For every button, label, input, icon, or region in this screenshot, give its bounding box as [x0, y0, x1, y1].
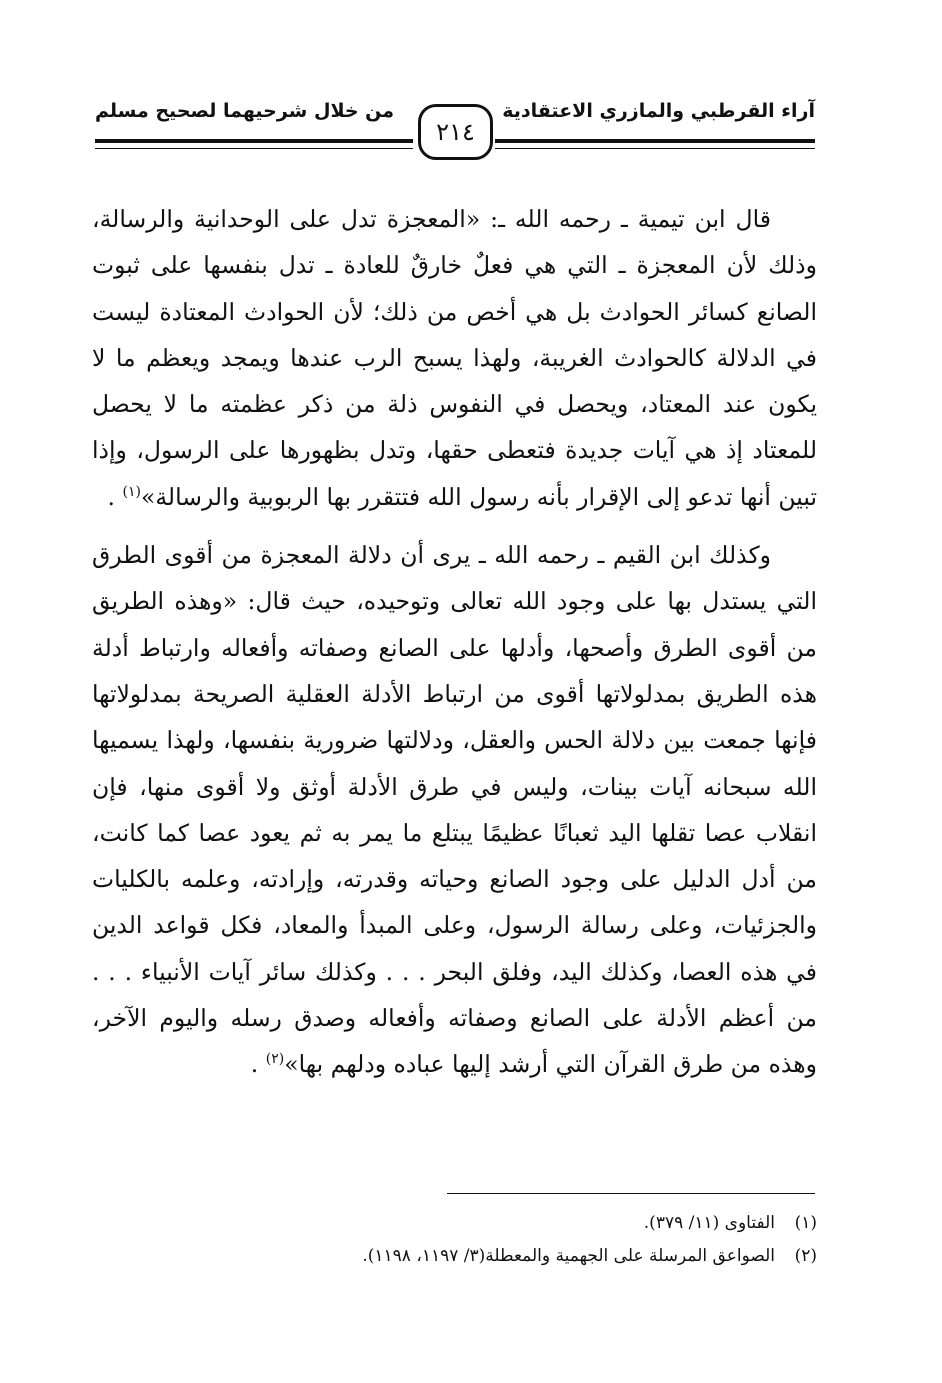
header-rule-right-thin [495, 148, 815, 149]
footnote-reference: (٢) [265, 1051, 285, 1068]
paragraph-text: قال ابن تيمية ـ رحمه الله ـ: «المعجزة تدل على الوحدانية والرسالة، وذلك لأن المعجزة ـ التي هي فعلٌ خارقٌ للعادة ـ تدل بنفسها على ثبوت الصانع كسائر الحوادث بل هي أخص من ذلك؛ لأن الحوادث المعتادة ليست في الدلالة كالحوادث الغريبة، ولهذا يسبح الرب عندها ويمجد ويعظم ما لا يكون عند المعتاد، ويحصل في النفوس ذلة من ذكر عظمته ما لا يحصل للمعتاد إذ هي آيات جديدة فتعطى حقها، وتدل بظهورها على الرسول، وإذا تبين أنها تدعو إلى الإقرار بأنه رسول الله فتتقرر بها الربوبية والرسالة» [92, 205, 817, 511]
page-number-frame [418, 104, 493, 160]
running-title-right: آراء القرطبي والمازري الاعتقادية [502, 100, 815, 122]
footnote-item [120, 1240, 817, 1273]
running-title-left: من خلال شرحيهما لصحيح مسلم [95, 100, 395, 122]
footnote-text: الفتاوى (١١/ ٣٧٩). [643, 1213, 775, 1233]
page-header [95, 92, 815, 162]
paragraph-ibn-taymiyya [92, 196, 817, 520]
footnote-item [120, 1207, 817, 1240]
footnote-number: (١) [794, 1213, 817, 1233]
header-rule-left-thin [95, 148, 413, 149]
main-text [92, 196, 817, 1100]
footnote-reference: (١) [122, 483, 141, 500]
footnote-text: الصواعق المرسلة على الجهمية والمعطلة(٣/ ١١٩٧، ١١٩٨). [362, 1246, 775, 1266]
footnote-separator [447, 1193, 815, 1194]
header-rule-left-thick [95, 139, 413, 143]
footnotes [120, 1207, 817, 1273]
page-number: ٢١٤ [436, 118, 475, 146]
paragraph-text: وكذلك ابن القيم ـ رحمه الله ـ يرى أن دلالة المعجزة من أقوى الطرق التي يستدل بها على وجود الله تعالى وتوحيده، حيث قال: «وهذه الطريق من أقوى الطرق وأصحها، وأدلها على الصانع وصفاته وأفعاله وارتباط أدلة هذه الطريق بمدلولاتها أقوى من ارتباط الأدلة العقلية الصريحة بمدلولاتها فإنها جمعت بين دلالة الحس والعقل، ودلالتها ضرورية بنفسها، ولهذا يسميها الله سبحانه آيات بينات، وليس في طرق الأدلة أوثق ولا أقوى منها، فإن انقلاب عصا تقلها اليد ثعبانًا عظيمًا يبتلع ما يمر به ثم يعود عصا كما كانت، من أدل الدليل على وجود الصانع وحياته وقدرته، وإرادته، وعلمه بالكليات والجزئيات، وعلى رسالة الرسول، وعلى المبدأ والمعاد، فكل قواعد الدين في هذه العصا، وكذلك اليد، وفلق البحر . . . وكذلك سائر آيات الأنبياء . . . من أعظم الأدلة على الصانع وصفاته وأفعاله وصدق رسله واليوم الآخر، وهذه من طرق القرآن التي أرشد إليها عباده ودلهم بها» [92, 541, 817, 1079]
paragraph-end-mark: . [250, 1050, 259, 1079]
footnote-number: (٢) [794, 1246, 817, 1266]
paragraph-ibn-al-qayyim [92, 532, 817, 1088]
header-rule-right-thick [495, 139, 815, 143]
paragraph-end-mark: . [107, 482, 115, 511]
